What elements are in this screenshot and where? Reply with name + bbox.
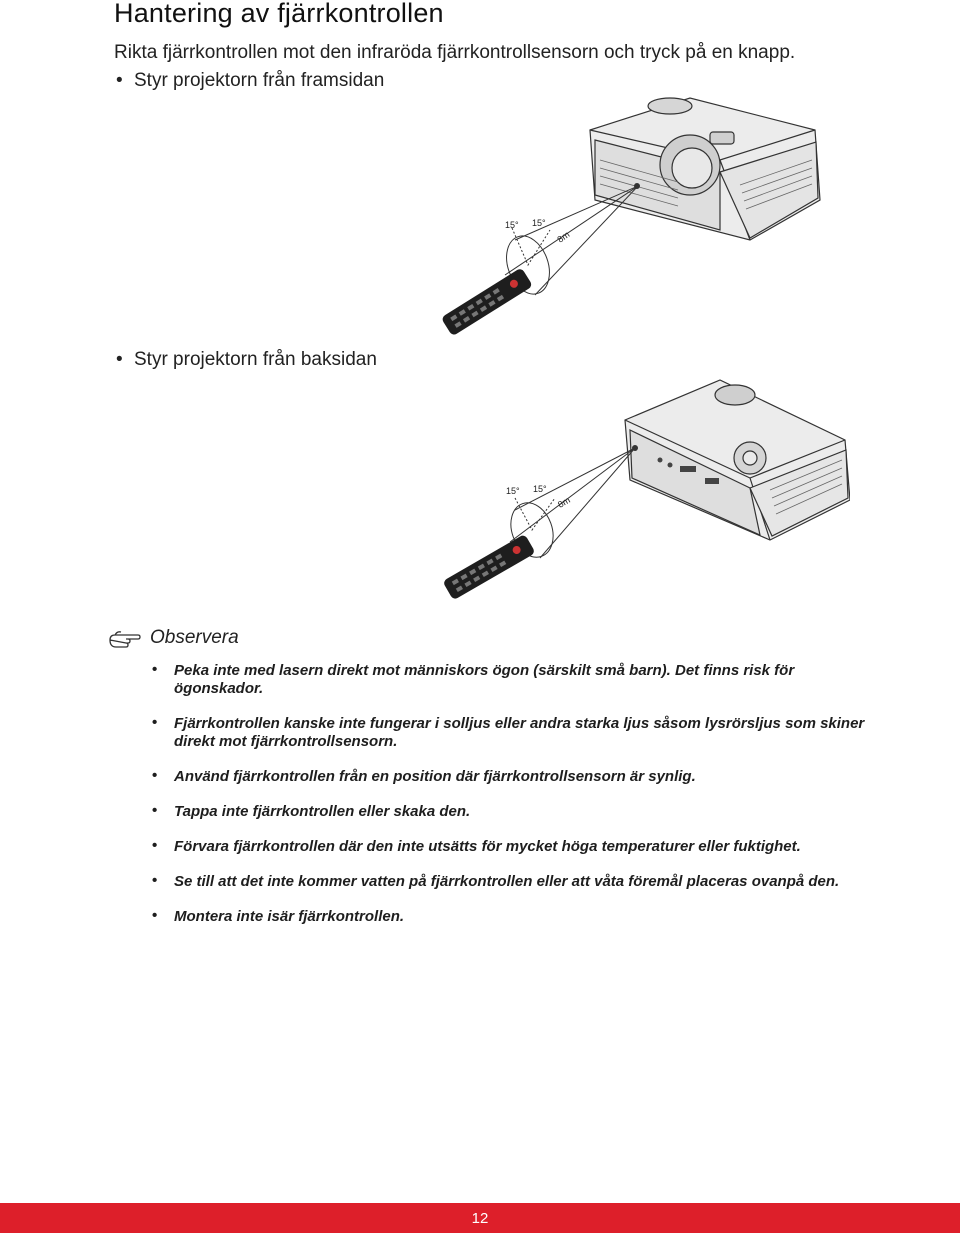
remote-control-icon	[441, 267, 533, 336]
angle-left-label: 15°	[505, 220, 519, 230]
back-control-label: Styr projektorn från baksidan	[134, 349, 377, 370]
back-control-illustration	[420, 370, 850, 610]
pointing-hand-icon	[108, 628, 142, 648]
note-list	[150, 662, 870, 943]
footer-bar	[0, 1203, 960, 1233]
bullet-dot: •	[116, 70, 123, 91]
note-heading	[108, 624, 239, 652]
distance-label: 8m	[555, 229, 572, 245]
angle-right-label: 15°	[532, 218, 546, 228]
distance-label: 8m	[556, 494, 572, 510]
front-control-illustration	[420, 90, 840, 340]
page-number: 12	[471, 1210, 489, 1227]
list-item: • Montera inte isär fjärrkontrollen.	[150, 908, 870, 926]
remote-control-icon	[442, 534, 535, 601]
list-item: • Förvara fjärrkontrollen där den inte utsätts för mycket höga temperaturer eller fuktighet.	[150, 838, 870, 856]
intro-text: Rikta fjärrkontrollen mot den infraröda fjärrkontrollsensorn och tryck på en knapp.	[114, 42, 796, 63]
bullet-dot: •	[116, 349, 123, 370]
page-title: Hantering av fjärrkontrollen	[114, 0, 444, 28]
angle-left-label: 15°	[506, 486, 520, 496]
list-item: • Peka inte med lasern direkt mot människors ögon (särskilt små barn). Det finns risk för ögonskador.	[150, 662, 870, 698]
list-item: • Använd fjärrkontrollen från en position där fjärrkontrollsensorn är synlig.	[150, 768, 870, 786]
list-item: • Se till att det inte kommer vatten på fjärrkontrollen eller att våta föremål placeras ovanpå den.	[150, 873, 870, 891]
list-item: • Fjärrkontrollen kanske inte fungerar i solljus eller andra starka ljus såsom lysrörsljus som skiner direkt mot fjärrkontrollsensorn.	[150, 715, 870, 751]
bullet-front	[116, 70, 384, 92]
angle-right-label: 15°	[533, 484, 547, 494]
list-item: • Tappa inte fjärrkontrollen eller skaka den.	[150, 803, 870, 821]
front-control-label: Styr projektorn från framsidan	[134, 70, 385, 91]
bullet-back	[116, 349, 377, 371]
note-heading-label: Observera	[150, 627, 239, 648]
